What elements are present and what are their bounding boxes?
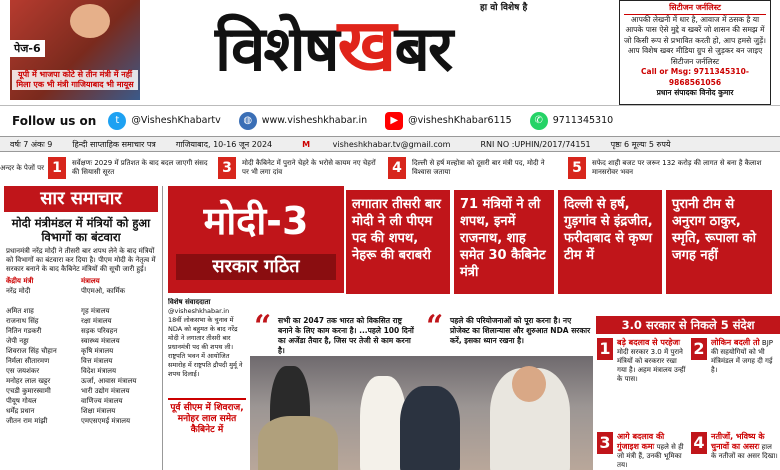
quote-box xyxy=(250,309,418,355)
social-follow-bar xyxy=(0,105,780,135)
summary-banner: सार समाचार xyxy=(4,186,158,212)
list-item: राजनाथ सिंह xyxy=(6,317,39,325)
twitter-icon: t xyxy=(108,112,126,130)
ad-title: सिटीजन जर्नलिस्ट xyxy=(624,3,766,15)
main-story-column xyxy=(168,298,246,470)
youtube-icon: ▶ xyxy=(385,112,403,130)
list-item: धर्मेंद्र प्रधान xyxy=(6,407,35,415)
ticker-number: 4 xyxy=(388,157,406,179)
email-address[interactable] xyxy=(282,140,470,149)
summary-headline[interactable]: मोदी मंत्रीमंडल में मंत्रियों को हुआ विभागों का बंटवारा xyxy=(11,216,151,244)
page-price: पृष्ठः 6 मूल्यः 5 रुपये xyxy=(610,139,671,149)
ticker-item[interactable] xyxy=(592,159,780,177)
quote-text: सभी का 2047 तक भारत को विकसित राष्ट्र बनाने के लिए काम करना है। ...पहले 100 दिनों का अजेंडा तैयार है, जिस पर तेजी से काम करना है। xyxy=(278,316,414,355)
logo-red-letter: ख xyxy=(337,2,395,87)
list-item: एचडी कुमारस्वामी xyxy=(6,387,51,395)
whatsapp-icon: ✆ xyxy=(530,112,548,130)
ministers-table xyxy=(0,274,162,428)
list-item: कृषि मंत्रालय xyxy=(81,347,114,355)
main-story-body: 18वीं लोकसभा के चुनाव में NDA को बहुमत के बाद नरेंद्र मोदी ने लगातार तीसरी बार प्रधानमंत्री पद की शपथ ली। राष्ट्रपति भवन में आयोजित समारोह में राष्ट्रपति द्रौपदी मुर्मू ने शपथ दिलाई। xyxy=(168,316,243,378)
list-item: शिवराज सिंह चौहान xyxy=(6,347,57,355)
list-item: भारी उद्योग मंत्रालय xyxy=(81,387,130,395)
message-point[interactable] xyxy=(597,338,687,384)
message-point[interactable] xyxy=(691,338,779,375)
ministers-header: केंद्रीय मंत्री xyxy=(6,277,34,285)
side-highlight-text: पूर्व सीएम में शिवराज, मनोहर लाल समेत कैबिनेट में xyxy=(170,403,244,435)
list-item: वित्त मंत्रालय xyxy=(81,357,113,365)
modi-face xyxy=(512,366,546,402)
lead-story-thumbnail[interactable] xyxy=(10,0,140,100)
list-item: रक्षा मंत्रालय xyxy=(81,317,112,325)
five-messages-column xyxy=(593,316,780,470)
list-item: पीएमओ, कार्मिक xyxy=(81,287,126,295)
list-item: वाणिज्य मंत्रालय xyxy=(81,397,123,405)
thumbnail-page-label: पेज-6 xyxy=(10,40,45,57)
ministries-list xyxy=(81,276,156,426)
twitter-link[interactable] xyxy=(108,112,220,130)
issue-info-bar xyxy=(0,136,780,152)
list-item: एमएसएमई मंत्रालय xyxy=(81,417,131,425)
list-item: निर्मला सीतारमण xyxy=(6,357,50,365)
point-head: आगे बदलाव की गुंजाइश कमः xyxy=(617,432,665,451)
point-number: 1 xyxy=(597,338,613,360)
list-item: पीयूष गोयल xyxy=(6,397,37,405)
ticker-number: 1 xyxy=(48,157,66,179)
modi-title: मोदी-3 xyxy=(203,199,309,243)
list-item: गृह मंत्रालय xyxy=(81,307,110,315)
twitter-handle: @VisheshKhabartv xyxy=(131,115,221,126)
message-point[interactable] xyxy=(597,432,687,470)
list-item: विदेश मंत्रालय xyxy=(81,367,117,375)
website-url: www.visheshkhabar.in xyxy=(261,115,368,126)
list-item: सड़क परिवहन xyxy=(81,327,118,335)
president-figure xyxy=(258,416,338,470)
news-summary-column xyxy=(0,186,163,470)
point-text: हाल के नतीजों का असर दिखा। xyxy=(711,443,778,460)
quote-text: पहले की परियोजनाओं को पूरा करना है। नए प्रोजेक्ट का शिलान्यास और शुरुआत NDA सरकार करें, इसका ध्यान रखना है। xyxy=(450,316,591,345)
quote-box xyxy=(422,309,592,354)
ticker-text: दिल्ली से हर्ष मल्होत्रा को दूसरी बार मंत्री पद, मोदी ने विश्वास जताया xyxy=(412,159,545,176)
ticker-text: मोदी कैबिनेट में पुराने चेहरे के भरोसे कायम नए चेहरों पर भी लगा दांव xyxy=(242,159,376,176)
ministries-names xyxy=(81,286,156,426)
point-text: पहले से ही जो मंत्री हैं, उनकी भूमिका तय। xyxy=(617,443,684,469)
logo-tagline: हा वो विशेष है xyxy=(480,3,528,13)
citizen-journalist-ad[interactable] xyxy=(619,0,771,105)
mail-icon: M xyxy=(302,139,311,149)
list-item: ऊर्जा, आवास मंत्रालय xyxy=(81,377,137,385)
headline-box[interactable]: दिल्ली से हर्ष, गुड़गांव से इंद्रजीत, फरीदाबाद से कृष्ण टीम में xyxy=(558,190,662,294)
point-text: BJP की सहयोगियों को भी मंत्रिमंडल में जगह दी गई है। xyxy=(711,339,773,374)
list-item: जीतन राम मांझी xyxy=(6,417,48,425)
list-item xyxy=(81,296,156,306)
ticker-text: सर्वेक्षणः 2029 में प्रतिशत के बाद बदल जाएगी संसद की सियासी सूरत xyxy=(72,159,208,176)
logo-end: बर xyxy=(394,12,452,85)
point-head: लोकिन बदली तो xyxy=(711,338,760,347)
ad-body: आपकी लेखनी में धार है, आवाज में ठसक है या आपके पास ऐसे मुद्दे व खबरें जो शासन की समझ में जो किसी रूप से प्रभावित करती हो, आप हमसे जुड़ें। आप विशेष खबर मीडिया ग्रुप से जुड़कर बन जाइए सिटीजन जर्नलिस्ट xyxy=(624,14,766,66)
ticker-text: अन्दर के पेजों पर xyxy=(0,163,44,172)
list-item: शिक्षा मंत्रालय xyxy=(81,407,116,415)
logo-main: विशेष xyxy=(215,12,338,85)
youtube-handle: @visheshKhabar6115 xyxy=(408,115,512,126)
ticker-item[interactable] xyxy=(412,157,592,179)
side-highlight xyxy=(168,398,246,436)
point-head: बड़े बदलाव से परहेजः xyxy=(617,338,680,347)
inside-pages-ticker xyxy=(0,154,780,182)
list-item: जेपी नड्डा xyxy=(6,337,29,345)
headline-box[interactable]: 71 मंत्रियों ने ली शपथ, इनमें राजनाथ, शाह समेत 30 कैबिनेट मंत्री xyxy=(454,190,554,294)
headline-box[interactable]: पुरानी टीम से अनुराग ठाकुर, स्मृति, रूपाला को जगह नहीं xyxy=(666,190,772,294)
ticker-item[interactable] xyxy=(72,157,242,179)
headline-box[interactable]: लगातार तीसरी बार मोदी ने ली पीएम पद की शपथ, नेहरू की बराबरी xyxy=(346,190,450,294)
byline-email: @visheshkhabar.in xyxy=(168,307,230,315)
newspaper-logo[interactable] xyxy=(215,0,451,92)
summary-body: प्रधानमंत्री नरेंद्र मोदी ने तीसरी बार शपथ लेने के बाद मंत्रियों को विभागों का बंटवारा कर दिया है। पीएम मोदी के नेतृत्व में सरकार बनाने के बाद कैबिनेट मंत्रियों की सूची जारी हुई। xyxy=(6,247,156,273)
modi-3-banner[interactable] xyxy=(168,186,344,293)
official-figure xyxy=(400,386,460,470)
list-item: स्वास्थ्य मंत्रालय xyxy=(81,337,120,345)
issue-date: गाजियाबाद, 10-16 जून 2024 xyxy=(175,139,273,149)
ministries-header: मंत्रालय xyxy=(81,277,100,285)
follow-label: Follow us on xyxy=(12,113,97,128)
website-link[interactable] xyxy=(239,112,367,130)
globe-icon: ◍ xyxy=(239,112,257,130)
ticker-number: 3 xyxy=(218,157,236,179)
ministers-list xyxy=(6,276,81,426)
paper-type: हिन्दी साप्ताहिक समाचार पत्र xyxy=(72,139,156,149)
byline: विशेष संवाददाता xyxy=(168,298,211,306)
whatsapp-number: 9711345310 xyxy=(552,115,614,126)
point-number: 2 xyxy=(691,338,707,360)
quote-mark-icon: “ xyxy=(426,309,444,344)
point-head: नतीजों, भविष्य के चुनावों का असरः xyxy=(711,432,765,451)
rni-number: RNI NO :UPHIN/2017/74151 xyxy=(480,139,591,149)
list-item: अमित शाह xyxy=(6,307,34,315)
thumbnail-caption: यूपी में भाजपा कोटे से तीन मंत्री में नहीं मिला एक भी मंत्री गाजियाबाद भी मायूस xyxy=(12,70,138,90)
ad-contact: Call or Msg: 9711345310- 9868561056 xyxy=(641,67,749,87)
ticker-text: सफेद शाही बजट पर जरूर 132 करोड़ की लागत से बना है कैलाश मानसरोवर भवन xyxy=(592,159,762,176)
point-text: मोदी सरकार 3.0 में पुराने मंत्रियों को बरकरार रखा गया है। अहम मंत्रालय उन्हीं के पास। xyxy=(617,348,686,383)
speaker-photo xyxy=(70,4,110,38)
list-item xyxy=(6,296,81,306)
ticker-item[interactable] xyxy=(242,157,412,179)
list-item: एस जयशंकर xyxy=(6,367,40,375)
youtube-link[interactable] xyxy=(385,112,512,130)
issue-number: वर्षः 7 अंकः 9 xyxy=(10,139,53,149)
list-item: मनोहर लाल खट्टर xyxy=(6,377,51,385)
quote-mark-icon: “ xyxy=(254,309,272,344)
list-item: नितिन गडकरी xyxy=(6,327,42,335)
ministers-names xyxy=(6,286,81,426)
ticker-item[interactable] xyxy=(0,157,72,179)
point-number: 4 xyxy=(691,432,707,454)
swearing-in-photo[interactable] xyxy=(250,356,593,470)
email-text: visheshkhabar.tv@gmail.com xyxy=(332,139,451,149)
five-messages-header: 3.0 सरकार से निकले 5 संदेश xyxy=(596,316,780,334)
ticker-number: 5 xyxy=(568,157,586,179)
message-point[interactable] xyxy=(691,432,779,461)
whatsapp-link[interactable] xyxy=(530,112,613,130)
list-item: नरेंद्र मोदी xyxy=(6,287,31,295)
modi-subtitle: सरकार गठित xyxy=(176,254,336,280)
point-number: 3 xyxy=(597,432,613,454)
ad-editor: प्रधान संपादकः विनोद कुमार xyxy=(656,88,734,97)
